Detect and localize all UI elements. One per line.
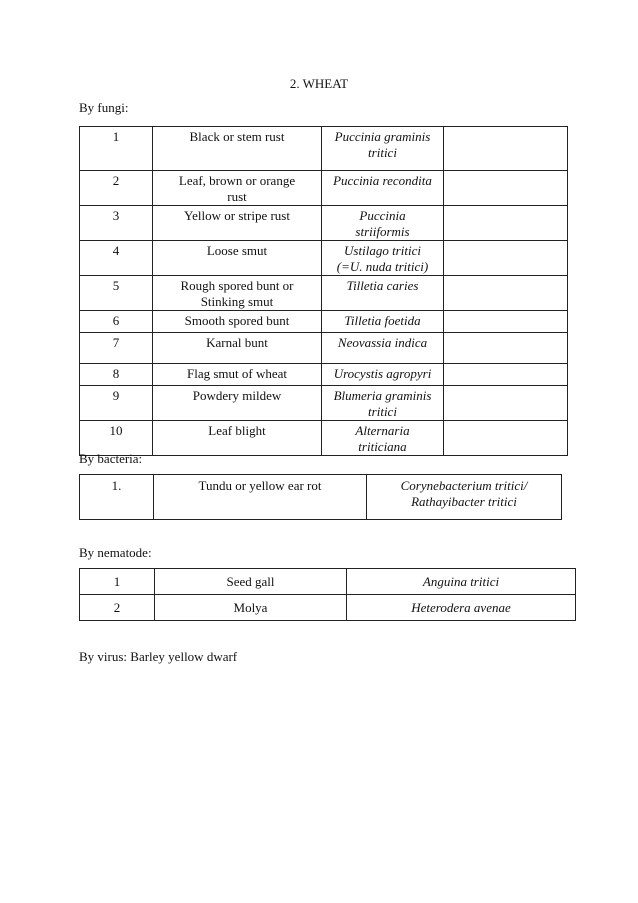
fungi-table-row <box>80 241 568 276</box>
fungi-extra-cell-text <box>444 241 567 243</box>
fungi-extra-cell-text <box>444 276 567 278</box>
fungi-number-cell-text: 4 <box>112 243 120 258</box>
fungi-disease-cell-text: Smooth spored bunt <box>184 313 290 328</box>
nematode-disease-cell <box>155 569 347 595</box>
fungi-number-cell <box>80 171 153 206</box>
fungi-extra-cell <box>444 386 568 421</box>
fungi-disease-cell-text: Powdery mildew <box>192 388 282 403</box>
fungi-pathogen-cell <box>322 171 444 206</box>
nematode-pathogen-cell <box>347 569 576 595</box>
fungi-number-cell <box>80 311 153 333</box>
fungi-extra-cell-text <box>444 311 567 313</box>
fungi-disease-cell-text: Rough spored bunt or Stinking smut <box>180 278 294 309</box>
fungi-table-row <box>80 171 568 206</box>
fungi-disease-cell <box>153 206 322 241</box>
fungi-pathogen-cell-text: Urocystis agropyri <box>333 366 432 381</box>
fungi-pathogen-cell <box>322 127 444 171</box>
fungi-number-cell <box>80 241 153 276</box>
fungi-extra-cell <box>444 421 568 456</box>
fungi-disease-cell <box>153 241 322 276</box>
fungi-extra-cell-text <box>444 386 567 388</box>
fungi-extra-cell <box>444 333 568 364</box>
fungi-extra-cell-text <box>444 333 567 335</box>
fungi-number-cell <box>80 206 153 241</box>
fungi-number-cell <box>80 333 153 364</box>
fungi-number-cell-text: 7 <box>112 335 120 350</box>
nematode-disease-cell <box>155 595 347 621</box>
fungi-number-cell <box>80 276 153 311</box>
fungi-extra-cell <box>444 241 568 276</box>
fungi-disease-cell-text: Karnal bunt <box>206 335 268 350</box>
nematode-number-cell <box>80 595 155 621</box>
nematode-number-cell-text: 2 <box>113 600 121 615</box>
fungi-disease-cell-text: Flag smut of wheat <box>186 366 287 381</box>
nematode-pathogen-cell <box>347 595 576 621</box>
fungi-extra-cell <box>444 364 568 386</box>
fungi-section-label: By fungi: <box>79 100 129 115</box>
nematode-table-row <box>80 595 576 621</box>
nematode-number-cell-text: 1 <box>113 574 121 589</box>
fungi-disease-cell <box>153 127 322 171</box>
fungi-pathogen-cell <box>322 333 444 364</box>
fungi-table-row <box>80 276 568 311</box>
bacteria-pathogen-cell <box>367 475 562 520</box>
fungi-pathogen-cell-text: Neovassia indica <box>337 335 428 350</box>
fungi-pathogen-cell <box>322 241 444 276</box>
fungi-disease-cell-text: Black or stem rust <box>189 129 285 144</box>
fungi-disease-cell <box>153 333 322 364</box>
fungi-number-cell-text: 6 <box>112 313 120 328</box>
fungi-number-cell <box>80 364 153 386</box>
nematode-pathogen-cell-text: Heterodera avenae <box>411 600 511 615</box>
fungi-number-cell <box>80 386 153 421</box>
fungi-number-cell-text: 9 <box>112 388 120 403</box>
fungi-extra-cell-text <box>444 171 567 173</box>
fungi-number-cell-text: 10 <box>109 423 123 438</box>
fungi-extra-cell-text <box>444 364 567 366</box>
fungi-extra-cell <box>444 311 568 333</box>
bacteria-table-row <box>80 475 562 520</box>
fungi-table <box>79 126 568 456</box>
fungi-disease-cell <box>153 276 322 311</box>
nematode-disease-cell-text: Seed gall <box>226 574 275 589</box>
fungi-disease-cell-text: Leaf, brown or orange rust <box>178 173 296 204</box>
fungi-pathogen-cell-text: Puccinia striiformis <box>355 208 410 239</box>
fungi-disease-cell-text: Leaf blight <box>208 423 266 438</box>
nematode-disease-cell-text: Molya <box>233 600 268 615</box>
nematode-table-row <box>80 569 576 595</box>
fungi-extra-cell <box>444 127 568 171</box>
fungi-pathogen-cell-text: Puccinia recondita <box>333 173 432 188</box>
fungi-pathogen-cell-text: Tilletia caries <box>346 278 419 293</box>
fungi-pathogen-cell-text: Alternaria triticiana <box>355 423 410 454</box>
fungi-disease-cell <box>153 171 322 206</box>
fungi-pathogen-cell-text: Puccinia graminis tritici <box>334 129 431 160</box>
fungi-number-cell-text: 3 <box>112 208 120 223</box>
fungi-table-row <box>80 386 568 421</box>
fungi-pathogen-cell <box>322 364 444 386</box>
bacteria-disease-cell-text: Tundu or yellow ear rot <box>198 478 322 493</box>
fungi-pathogen-cell <box>322 276 444 311</box>
bacteria-disease-cell <box>154 475 367 520</box>
virus-section-label: By virus: Barley yellow dwarf <box>79 649 238 664</box>
bacteria-section-label: By bacteria: <box>79 451 143 466</box>
nematode-pathogen-cell-text: Anguina tritici <box>422 574 500 589</box>
fungi-disease-cell-text: Loose smut <box>206 243 268 258</box>
fungi-pathogen-cell-text: Tilletia foetida <box>344 313 421 328</box>
nematode-number-cell <box>80 569 155 595</box>
fungi-pathogen-cell <box>322 311 444 333</box>
fungi-table-row <box>80 127 568 171</box>
fungi-pathogen-cell <box>322 206 444 241</box>
fungi-pathogen-cell-text: Blumeria graminis tritici <box>333 388 432 419</box>
bacteria-number-cell-text: 1. <box>111 478 122 493</box>
fungi-extra-cell-text <box>444 421 567 423</box>
nematode-table <box>79 568 576 621</box>
fungi-table-row <box>80 421 568 456</box>
fungi-extra-cell <box>444 171 568 206</box>
bacteria-number-cell <box>80 475 154 520</box>
nematode-section-label: By nematode: <box>79 545 152 560</box>
fungi-table-row <box>80 311 568 333</box>
fungi-disease-cell <box>153 364 322 386</box>
fungi-number-cell <box>80 127 153 171</box>
fungi-table-row <box>80 364 568 386</box>
bacteria-pathogen-cell-text: Corynebacterium tritici/ Rathayibacter tritici <box>400 478 528 509</box>
fungi-table-row <box>80 206 568 241</box>
fungi-disease-cell <box>153 421 322 456</box>
fungi-pathogen-cell <box>322 386 444 421</box>
fungi-pathogen-cell-text: Ustilago tritici (=U. nuda tritici) <box>336 243 429 274</box>
fungi-extra-cell <box>444 206 568 241</box>
fungi-number-cell-text: 2 <box>112 173 120 188</box>
bacteria-table <box>79 474 562 520</box>
fungi-table-row <box>80 333 568 364</box>
fungi-number-cell-text: 1 <box>112 129 120 144</box>
fungi-number-cell-text: 5 <box>112 278 120 293</box>
fungi-disease-cell <box>153 386 322 421</box>
fungi-disease-cell <box>153 311 322 333</box>
fungi-number-cell-text: 8 <box>112 366 120 381</box>
fungi-extra-cell <box>444 276 568 311</box>
fungi-disease-cell-text: Yellow or stripe rust <box>184 208 290 223</box>
fungi-extra-cell-text <box>444 127 567 129</box>
fungi-extra-cell-text <box>444 206 567 208</box>
fungi-pathogen-cell <box>322 421 444 456</box>
page-title: 2. WHEAT <box>289 76 349 91</box>
